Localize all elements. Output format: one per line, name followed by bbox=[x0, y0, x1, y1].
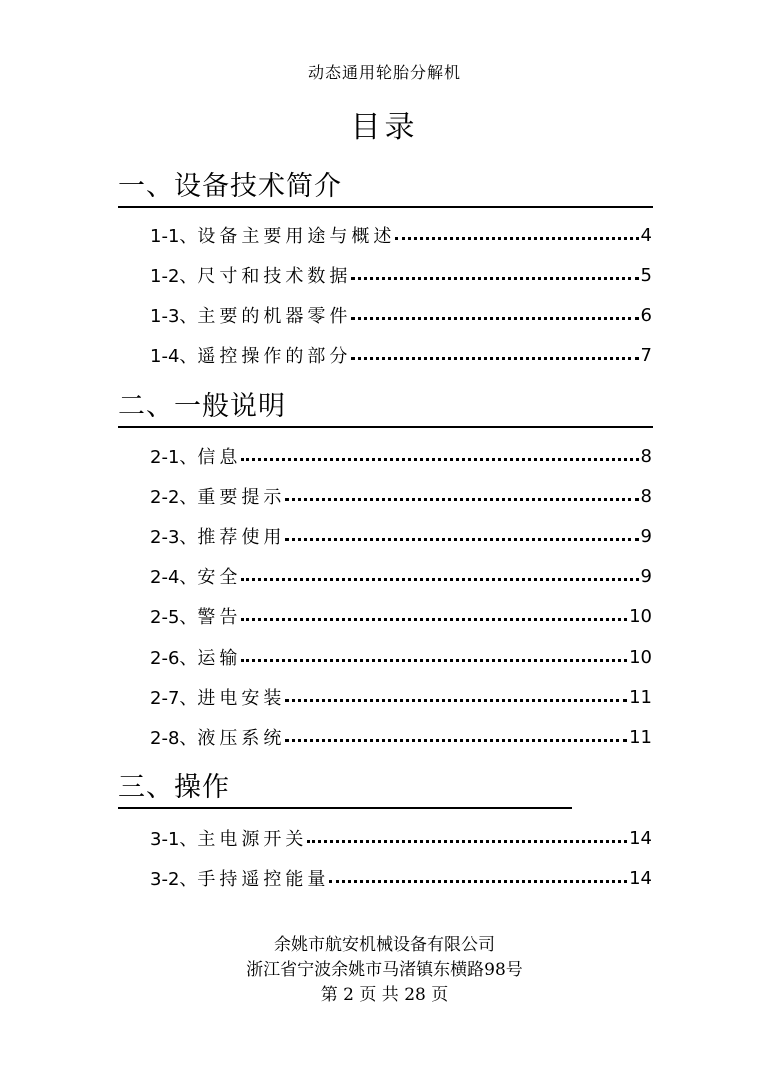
section-heading-2: 二、一般说明 bbox=[118, 390, 653, 428]
toc-entry-number: 1-2、 bbox=[150, 266, 198, 287]
toc-entry-page: 8 bbox=[640, 445, 652, 467]
dot-leader bbox=[285, 739, 627, 742]
footer-address: 浙江省宁波余姚市马渚镇东横路98号 bbox=[246, 960, 523, 980]
toc-entry-number: 3-2、 bbox=[150, 869, 198, 890]
page-title: 目录 bbox=[350, 110, 419, 145]
toc-entry-page: 11 bbox=[629, 726, 652, 748]
toc-entry-label: 警告 bbox=[197, 607, 242, 628]
toc-entry-number: 2-5、 bbox=[150, 607, 198, 628]
footer-page-info: 第 2 页 共 28 页 bbox=[320, 985, 449, 1005]
toc-entry[interactable] bbox=[150, 684, 652, 710]
toc-entry-number: 2-4、 bbox=[150, 567, 198, 588]
toc-entry-label: 重要提示 bbox=[197, 487, 286, 508]
dot-leader bbox=[351, 317, 638, 320]
toc-entry-page: 14 bbox=[629, 867, 652, 889]
toc-entry-number: 2-8、 bbox=[150, 728, 198, 749]
toc-entry-label: 信息 bbox=[197, 447, 242, 468]
dot-leader bbox=[241, 458, 638, 461]
toc-entry[interactable] bbox=[150, 724, 652, 750]
dot-leader bbox=[351, 357, 638, 360]
toc-entry-page: 7 bbox=[640, 344, 652, 366]
toc-entry-label: 尺寸和技术数据 bbox=[197, 266, 352, 287]
toc-entry-label: 手持遥控能量 bbox=[197, 869, 330, 890]
section-heading-3: 三、操作 bbox=[118, 771, 572, 809]
toc-entry-label: 遥控操作的部分 bbox=[197, 346, 352, 367]
toc-entry-page: 14 bbox=[629, 827, 652, 849]
toc-entry-page: 8 bbox=[640, 485, 652, 507]
toc-entry-label: 安全 bbox=[197, 567, 242, 588]
toc-entry-page: 6 bbox=[640, 304, 652, 326]
dot-leader bbox=[395, 237, 638, 240]
dot-leader bbox=[351, 277, 638, 280]
toc-entry-number: 2-2、 bbox=[150, 487, 198, 508]
toc-entry-number: 1-1、 bbox=[150, 226, 198, 247]
toc-entry[interactable] bbox=[150, 603, 652, 629]
toc-entry[interactable] bbox=[150, 483, 652, 509]
toc-entry[interactable] bbox=[150, 302, 652, 328]
toc-entry-label: 推荐使用 bbox=[197, 527, 286, 548]
document-header: 动态通用轮胎分解机 bbox=[307, 63, 461, 82]
toc-entry-label: 设备主要用途与概述 bbox=[197, 226, 396, 247]
toc-entry[interactable] bbox=[150, 443, 652, 469]
dot-leader bbox=[329, 880, 627, 883]
dot-leader bbox=[241, 659, 627, 662]
dot-leader bbox=[241, 618, 627, 621]
dot-leader bbox=[307, 840, 627, 843]
toc-entry-label: 运输 bbox=[197, 648, 242, 669]
dot-leader bbox=[285, 498, 638, 501]
toc-entry[interactable] bbox=[150, 644, 652, 670]
dot-leader bbox=[285, 538, 638, 541]
toc-entry[interactable] bbox=[150, 342, 652, 368]
toc-entry-label: 液压系统 bbox=[197, 728, 286, 749]
section-heading-1: 一、设备技术简介 bbox=[118, 170, 653, 208]
dot-leader bbox=[241, 578, 638, 581]
toc-entry-number: 1-3、 bbox=[150, 306, 198, 327]
toc-entry[interactable] bbox=[150, 222, 652, 248]
toc-entry-page: 10 bbox=[629, 646, 652, 668]
toc-entry-number: 2-3、 bbox=[150, 527, 198, 548]
toc-entry-label: 进电安装 bbox=[197, 688, 286, 709]
toc-entry[interactable] bbox=[150, 262, 652, 288]
toc-entry-page: 9 bbox=[640, 565, 652, 587]
footer-company: 余姚市航安机械设备有限公司 bbox=[274, 935, 495, 955]
toc-entry-number: 3-1、 bbox=[150, 829, 198, 850]
toc-entry-number: 2-6、 bbox=[150, 648, 198, 669]
toc-entry-number: 2-7、 bbox=[150, 688, 198, 709]
toc-entry[interactable] bbox=[150, 865, 652, 891]
toc-entry-page: 9 bbox=[640, 525, 652, 547]
toc-entry[interactable] bbox=[150, 523, 652, 549]
toc-entry-page: 11 bbox=[629, 686, 652, 708]
toc-entry-number: 2-1、 bbox=[150, 447, 198, 468]
toc-entry-page: 5 bbox=[640, 264, 652, 286]
toc-entry-label: 主要的机器零件 bbox=[197, 306, 352, 327]
dot-leader bbox=[285, 699, 627, 702]
toc-entry-number: 1-4、 bbox=[150, 346, 198, 367]
toc-entry-page: 4 bbox=[640, 224, 652, 246]
toc-entry-page: 10 bbox=[629, 605, 652, 627]
toc-entry[interactable] bbox=[150, 563, 652, 589]
toc-entry[interactable] bbox=[150, 825, 652, 851]
toc-entry-label: 主电源开关 bbox=[197, 829, 308, 850]
